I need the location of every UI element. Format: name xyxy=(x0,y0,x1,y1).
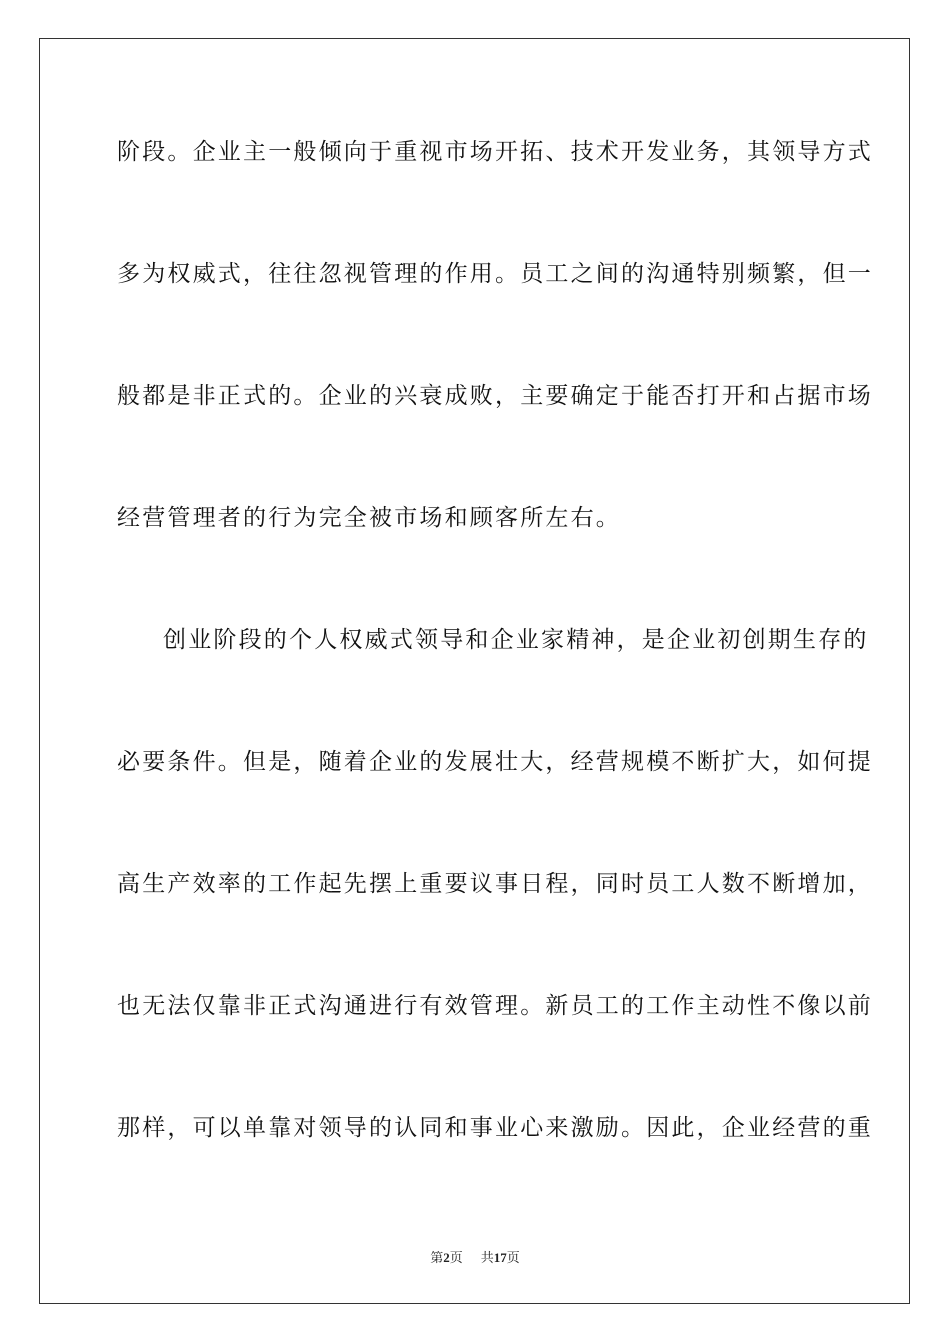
page-prefix: 第 xyxy=(430,1251,444,1266)
text-line: 必要条件。但是，随着企业的发展壮大，经营规模不断扩大，如何提 xyxy=(117,749,873,775)
text-line: 阶段。企业主一般倾向于重视市场开拓、技术开发业务，其领导方式 xyxy=(117,139,873,165)
total-suffix: 页 xyxy=(506,1251,520,1266)
page-suffix: 页 xyxy=(449,1251,463,1266)
page-footer xyxy=(0,1249,950,1268)
text-line: 高生产效率的工作起先摆上重要议事日程，同时员工人数不断增加， xyxy=(117,871,873,897)
text-line: 也无法仅靠非正式沟通进行有效管理。新员工的工作主动性不像以前 xyxy=(117,993,873,1019)
text-line: 般都是非正式的。企业的兴衰成败，主要确定于能否打开和占据市场 xyxy=(117,383,873,409)
text-line: 经营管理者的行为完全被市场和顾客所左右。 xyxy=(117,505,621,531)
text-line: 那样，可以单靠对领导的认同和事业心来激励。因此，企业经营的重 xyxy=(117,1115,873,1141)
total-prefix: 共 xyxy=(480,1251,494,1266)
page-number: 2 xyxy=(443,1250,450,1265)
total-pages: 17 xyxy=(493,1250,507,1265)
text-line: 创业阶段的个人权威式领导和企业家精神，是企业初创期生存的 xyxy=(163,627,869,653)
text-line: 多为权威式，往往忽视管理的作用。员工之间的沟通特别频繁，但一 xyxy=(117,261,873,287)
